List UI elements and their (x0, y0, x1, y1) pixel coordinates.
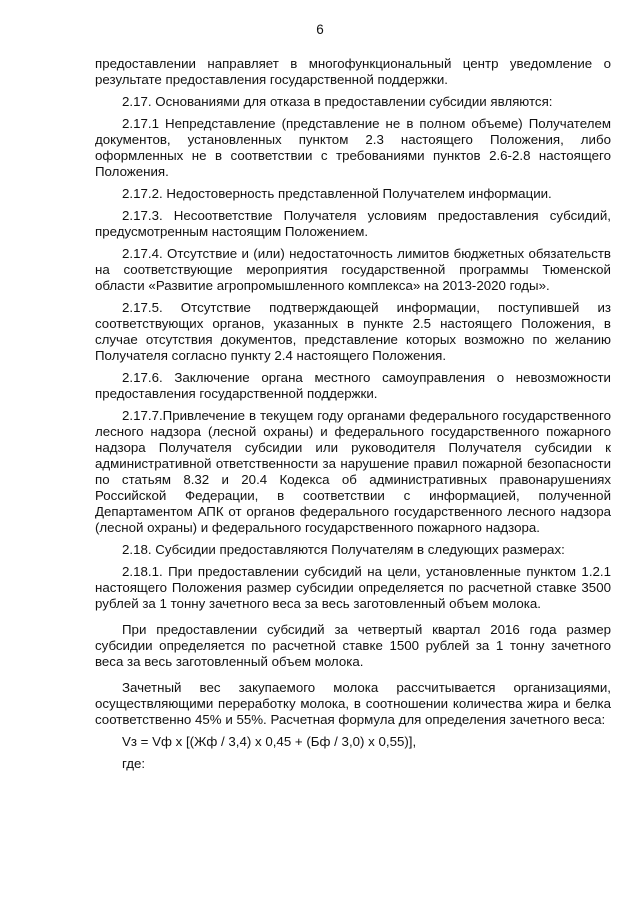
formula: Vз = Vф x [(Жф / 3,4) x 0,45 + (Бф / 3,0) x 0,55)], (122, 734, 417, 749)
paragraph-2-18: 2.18. Субсидии предоставляются Получателям в следующих размерах: (122, 542, 565, 557)
paragraph-2-17-1: 2.17.1 Непредставление (представление не в полном объеме) Получателем документов, установленных пунктом 2.3 настоящего Положения, либо оформленных не в соответствии с требованиями пунктов 2.6-2.8 настоящего Положения. (95, 116, 611, 179)
paragraph-2-17: 2.17. Основаниями для отказа в предоставлении субсидии являются: (122, 94, 553, 109)
paragraph-2-17-6: 2.17.6. Заключение органа местного самоуправления о невозможности предоставления государственной поддержки. (95, 370, 611, 401)
paragraph-2-17-4: 2.17.4. Отсутствие и (или) недостаточность лимитов бюджетных обязательств на соответствующие мероприятия государственной программы Тюменской области «Развитие агропромышленного комплекса» на 2013-2020 годы». (95, 246, 611, 293)
paragraph-fourth-quarter: При предоставлении субсидий за четвертый квартал 2016 года размер субсидии определяется по расчетной ставке 1500 рублей за 1 тонну зачетного веса за весь заготовленный объем молока. (95, 622, 611, 669)
document-body (95, 56, 611, 778)
paragraph-2-17-3: 2.17.3. Несоответствие Получателя условиям предоставления субсидий, предусмотренным настоящим Положением. (95, 208, 611, 239)
page-number: 6 (316, 22, 324, 37)
paragraph-2-17-5: 2.17.5. Отсутствие подтверждающей информации, поступившей из соответствующих органов, указанных в пункте 2.5 настоящего Положения, в случае отсутствия документов, представление которых возможно по желанию Получателя согласно пункту 2.4 настоящего Положения. (95, 300, 611, 363)
paragraph-2-18-1: 2.18.1. При предоставлении субсидий на цели, установленные пунктом 1.2.1 настоящего Положения размер субсидии определяется по расчетной ставке 3500 рублей за 1 тонну зачетного веса за весь заготовленный объем молока. (95, 564, 611, 611)
paragraph-2-17-7: 2.17.7.Привлечение в текущем году органами федерального государственного лесного надзора (лесной охраны) и федерального государственного пожарного надзора Получателя субсидии или руководителя Получателя субсидии к административной ответственности за нарушение правил пожарной безопасности по статьям 8.32 и 20.4 Кодекса об административных правонарушениях Российской Федерации, в соответствии с информацией, полученной Департаментом АПК от органов федерального государственного лесного надзора (лесной охраны) и федерального государственного пожарного надзора. (95, 408, 611, 535)
paragraph-credited-weight: Зачетный вес закупаемого молока рассчитывается организациями, осуществляющими переработку молока, в соотношении количества жира и белка соответственно 45% и 55%. Расчетная формула для определения зачетного веса: (95, 680, 611, 727)
paragraph-2-17-2: 2.17.2. Недостоверность представленной Получателем информации. (122, 186, 552, 201)
paragraph-continuation: предоставлении направляет в многофункциональный центр уведомление о результате предоставления государственной поддержки. (95, 56, 611, 87)
formula-where: где: (122, 756, 146, 771)
